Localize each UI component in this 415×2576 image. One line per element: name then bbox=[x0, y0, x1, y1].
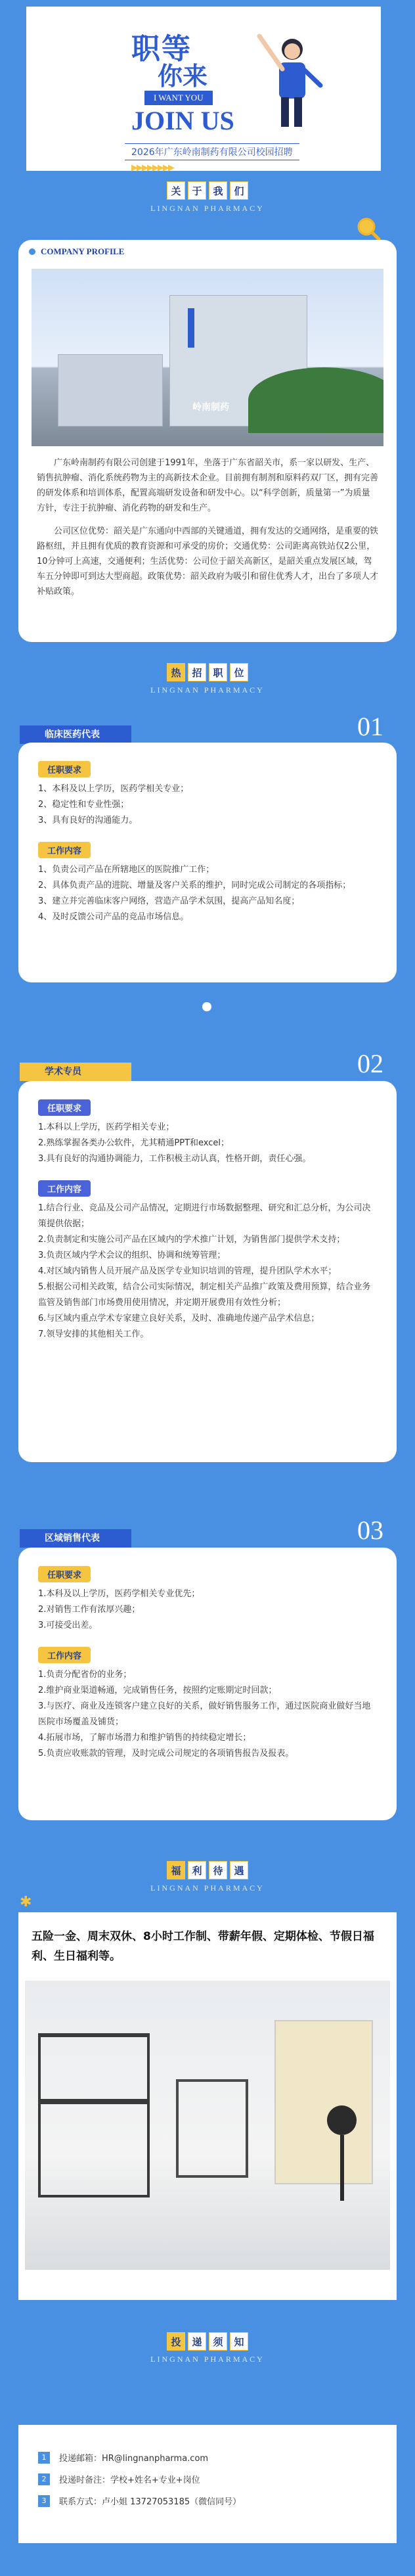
email-link[interactable]: 投递邮箱：HR@lingnanpharma.com bbox=[59, 2454, 209, 2464]
list-item: 2、具体负责产品的进院、增量及客户关系的维护，同时完成公司制定的各项指标； bbox=[38, 881, 351, 890]
jobs-section-title bbox=[0, 660, 415, 695]
list-item: 3.可接受出差。 bbox=[38, 1621, 98, 1630]
arrows-decoration: ▶▶▶▶▶▶▶▶ bbox=[131, 163, 173, 173]
contact-card bbox=[18, 2425, 397, 2543]
hero-subtitle: 2026年广东岭南制药有限公司校园招聘 bbox=[125, 143, 299, 160]
job-number: 01 bbox=[357, 712, 383, 741]
list-item: 1.本科以上学历，医药学相关专业； bbox=[38, 1122, 175, 1132]
star-icon: ✱ bbox=[20, 1894, 32, 1910]
list-item: 6.与区域内重点学术专家建立良好关系，及时、准确地传递产品学术信息； bbox=[38, 1314, 320, 1323]
pointing-person-illustration bbox=[256, 33, 328, 131]
job-title-tag: 学术专员 bbox=[20, 1063, 131, 1081]
contact-item bbox=[38, 2495, 377, 2507]
item-number: 1 bbox=[38, 2452, 50, 2464]
list-item: 4、及时反馈公司产品的竞品市场信息。 bbox=[38, 912, 189, 922]
title-tile: 须 bbox=[209, 2332, 227, 2351]
company-intro-paragraph: 广东岭南制药有限公司创建于1991年，坐落于广东省韶关市，系一家以研发、生产、销售抗肿瘤、消化系统药物为主的高新技术企业。目前拥有制剂和原料药双厂区，拥有完善的研发体系和培训体系，配置高端研发设备和研发中心。以“科学创新，质量第一”为质量方针，专注于抗肿瘤、消化药物的研发和生产。 bbox=[37, 458, 379, 513]
list-item: 7.领导安排的其他相关工作。 bbox=[38, 1329, 149, 1339]
section-subtitle-en: LINGNAN PHARMACY bbox=[150, 685, 265, 695]
list-item: 3.负责区域内学术会议的组织、协调和统筹管理； bbox=[38, 1251, 226, 1260]
title-tile: 职 bbox=[209, 663, 227, 681]
duties-label: 工作内容 bbox=[38, 1180, 91, 1197]
contact-item bbox=[38, 2451, 377, 2464]
hero-banner bbox=[0, 0, 415, 197]
job-title-tag: 区域销售代表 bbox=[20, 1529, 131, 1548]
duties-label: 工作内容 bbox=[38, 1647, 91, 1663]
contact-item bbox=[38, 2473, 377, 2485]
divider-dot bbox=[202, 1002, 211, 1011]
duties-list bbox=[38, 1201, 377, 1343]
company-building-photo bbox=[32, 269, 383, 446]
title-tile: 于 bbox=[188, 181, 206, 200]
duties-list bbox=[38, 1667, 377, 1762]
title-tile: 待 bbox=[209, 1861, 227, 1879]
list-item: 1、负责公司产品在所辖地区的医院推广工作； bbox=[38, 865, 215, 875]
item-number: 3 bbox=[38, 2495, 50, 2507]
list-item: 5.负责应收账款的管理，及时完成公司规定的各项销售报告及报表。 bbox=[38, 1749, 294, 1759]
welfare-card bbox=[18, 1912, 397, 2300]
building-sign: 岭南制药 bbox=[192, 402, 229, 413]
title-tile: 我 bbox=[209, 181, 227, 200]
magnifier-icon bbox=[355, 216, 381, 242]
list-item: 2.负责制定和实施公司产品在区域内的学术推广计划，为销售部门提供学术支持； bbox=[38, 1235, 345, 1245]
title-tile: 位 bbox=[230, 663, 248, 681]
about-section-title bbox=[0, 179, 415, 214]
list-item: 2.对销售工作有浓厚兴趣； bbox=[38, 1605, 141, 1615]
title-tile: 关 bbox=[167, 181, 185, 200]
list-item: 1、本科及以上学历，医药学相关专业； bbox=[38, 784, 189, 794]
job-card-academic-specialist bbox=[18, 1081, 397, 1462]
list-item: 3、具有良好的沟通能力。 bbox=[38, 816, 138, 825]
list-item: 5.根据公司相关政策，结合公司实际情况，制定相关产品推广政策及费用预算，结合业务监管及销售部门市场费用使用情况，并定期开展费用有效性分析； bbox=[38, 1282, 371, 1308]
job-title-tag: 临床医药代表 bbox=[20, 725, 131, 744]
list-item: 1.本科及以上学历，医药学相关专业优先； bbox=[38, 1589, 200, 1599]
company-profile-label: COMPANY PROFILE bbox=[41, 246, 125, 256]
duties-label: 工作内容 bbox=[38, 842, 91, 858]
card-header bbox=[18, 240, 397, 264]
title-tile: 遇 bbox=[230, 1861, 248, 1879]
job-card-clinical-rep bbox=[18, 743, 397, 982]
title-tile: 利 bbox=[188, 1861, 206, 1879]
title-tile: 招 bbox=[188, 663, 206, 681]
section-subtitle-en: LINGNAN PHARMACY bbox=[150, 2355, 265, 2364]
job-number: 02 bbox=[357, 1049, 383, 1078]
item-number: 2 bbox=[38, 2473, 50, 2485]
title-tile: 们 bbox=[230, 181, 248, 200]
company-location-paragraph: 公司区位优势：韶关是广东通向中西部的关键通道，拥有发达的交通网络，是重要的铁路枢纽，并且拥有优质的教育资源和可承受的房价；交通优势：公司距离高铁站仅2公里，10分钟可上高速，交通便利；生活优势：公司位于韶关高新区，是韶关重点发展区域，驾车五分钟即可到达大型商超。政策优势：韶关政府为吸引和留住优秀人才，出台了多项人才补贴政策。 bbox=[37, 526, 379, 597]
dormitory-photo bbox=[25, 1981, 390, 2270]
welfare-section-title bbox=[0, 1858, 415, 1893]
job-card-regional-sales bbox=[18, 1548, 397, 1820]
section-subtitle-en: LINGNAN PHARMACY bbox=[150, 1883, 265, 1893]
hero-title-line1: 职等 bbox=[131, 32, 192, 66]
bullet-dot-icon bbox=[29, 248, 35, 255]
title-tile: 知 bbox=[230, 2332, 248, 2351]
list-item: 3.具有良好的沟通协调能力，工作积极主动认真，性格开朗，责任心强。 bbox=[38, 1154, 311, 1164]
join-us-title: JOIN US bbox=[131, 106, 234, 135]
requirements-label: 任职要求 bbox=[38, 761, 91, 777]
requirements-list bbox=[38, 781, 377, 829]
duties-list bbox=[38, 862, 377, 925]
list-item: 4.拓展市场，了解市场潜力和维护销售的持续稳定增长； bbox=[38, 1733, 251, 1743]
title-tile: 递 bbox=[188, 2332, 206, 2351]
job-number: 03 bbox=[357, 1515, 383, 1545]
list-item: 3.与医疗、商业及连锁客户建立良好的关系，做好销售服务工作，通过医院商业做好当地医院市场覆盖及铺货； bbox=[38, 1701, 371, 1727]
welfare-headline: 五险一金、周末双休、8小时工作制、带薪年假、定期体检、节假日福利、生日福利等。 bbox=[32, 1930, 374, 1963]
list-item: 1.负责分配省份的业务； bbox=[38, 1670, 132, 1680]
requirements-list bbox=[38, 1586, 377, 1634]
title-tile: 福 bbox=[167, 1861, 185, 1879]
hero-card bbox=[26, 7, 381, 171]
title-tile: 投 bbox=[167, 2332, 185, 2351]
requirements-list bbox=[38, 1120, 377, 1167]
list-item: 2.维护商业渠道畅通，完成销售任务，按照约定账期定时回款； bbox=[38, 1686, 277, 1695]
title-tile: 热 bbox=[167, 663, 185, 681]
list-item: 4.对区域内销售人员开展产品及医学专业知识培训的管理，提升团队学术水平； bbox=[38, 1266, 337, 1276]
company-profile-card bbox=[18, 240, 397, 642]
section-subtitle-en: LINGNAN PHARMACY bbox=[150, 204, 265, 213]
i-want-you-label: I WANT YOU bbox=[144, 91, 213, 105]
contact-section-title bbox=[0, 2330, 415, 2364]
list-item: 1.结合行业、竞品及公司产品情况，定期进行市场数据整理、研究和汇总分析，为公司决策提供依据； bbox=[38, 1203, 371, 1229]
list-item: 2、稳定性和专业性强； bbox=[38, 800, 129, 810]
phone-contact: 联系方式：卢小姐 13727053185（微信同号） bbox=[59, 2497, 242, 2507]
list-item: 3、建立并完善临床客户网络，营造产品学术氛围，提高产品知名度； bbox=[38, 896, 300, 906]
list-item: 2.熟练掌握各类办公软件，尤其精通PPT和excel； bbox=[38, 1138, 230, 1148]
requirements-label: 任职要求 bbox=[38, 1566, 91, 1582]
requirements-label: 任职要求 bbox=[38, 1099, 91, 1116]
hero-title-line2: 你来 bbox=[158, 62, 208, 91]
application-note: 投递时备注：学校+姓名+专业+岗位 bbox=[59, 2475, 200, 2485]
